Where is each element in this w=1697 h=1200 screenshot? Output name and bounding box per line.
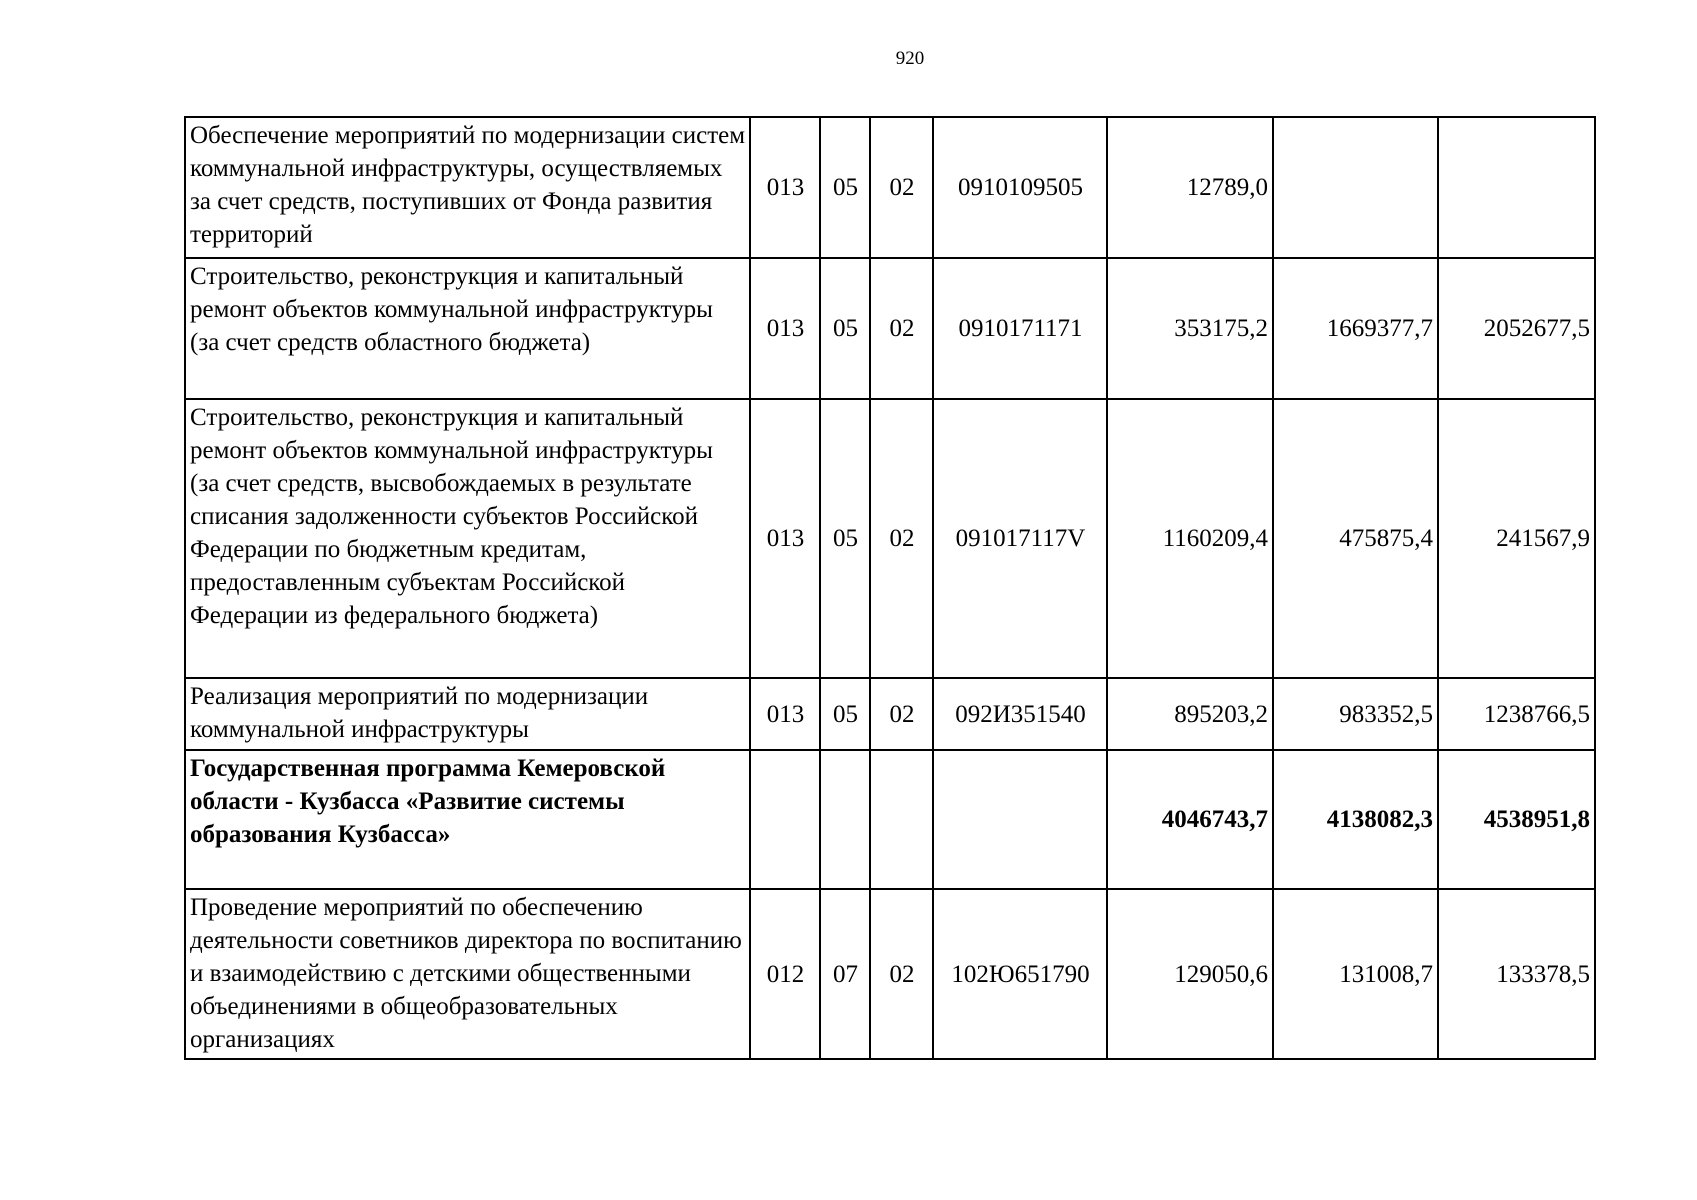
subsection-code-cell: 02 <box>870 399 933 678</box>
row-name-cell: Обеспечение мероприятий по модернизации систем коммунальной инфраструктуры, осуществляемых за счет средств, поступивших от Фонда развития территорий <box>185 117 750 258</box>
target-article-cell: 102Ю651790 <box>933 889 1107 1059</box>
amount-cell-3: 1238766,5 <box>1438 678 1595 750</box>
amount-cell-1: 353175,2 <box>1107 258 1273 399</box>
amount-cell-3: 2052677,5 <box>1438 258 1595 399</box>
row-name-cell: Строительство, реконструкция и капитальный ремонт объектов коммунальной инфраструктуры (за счет средств, высвобождаемых в результате списания задолженности субъектов Российской Федерации по бюджетным кредитам, предоставленным субъектам Российской Федерации из федерального бюджета) <box>185 399 750 678</box>
target-article-cell <box>933 750 1107 889</box>
target-article-cell: 092И351540 <box>933 678 1107 750</box>
row-name-cell: Проведение мероприятий по обеспечению деятельности советников директора по воспитанию и взаимодействию с детскими общественными объединениями в общеобразовательных организациях <box>185 889 750 1059</box>
amount-cell-1: 12789,0 <box>1107 117 1273 258</box>
amount-cell-3: 241567,9 <box>1438 399 1595 678</box>
table-row <box>185 117 1595 258</box>
ministry-code-cell: 013 <box>750 258 820 399</box>
section-code-cell: 07 <box>820 889 870 1059</box>
table-row <box>185 889 1595 1059</box>
row-name-cell: Строительство, реконструкция и капитальный ремонт объектов коммунальной инфраструктуры (за счет средств областного бюджета) <box>185 258 750 399</box>
section-code-cell <box>820 750 870 889</box>
subsection-code-cell: 02 <box>870 117 933 258</box>
table-row <box>185 258 1595 399</box>
target-article-cell: 0910109505 <box>933 117 1107 258</box>
budget-table <box>184 116 1596 1060</box>
amount-cell-1: 895203,2 <box>1107 678 1273 750</box>
amount-cell-2: 1669377,7 <box>1273 258 1438 399</box>
amount-cell-3 <box>1438 117 1595 258</box>
ministry-code-cell: 013 <box>750 678 820 750</box>
amount-cell-3: 4538951,8 <box>1438 750 1595 889</box>
target-article-cell: 091017117V <box>933 399 1107 678</box>
row-name-cell: Государственная программа Кемеровской области - Кузбасса «Развитие системы образования Кузбасса» <box>185 750 750 889</box>
amount-cell-2 <box>1273 117 1438 258</box>
amount-cell-2: 131008,7 <box>1273 889 1438 1059</box>
row-name-cell: Реализация мероприятий по модернизации коммунальной инфраструктуры <box>185 678 750 750</box>
subsection-code-cell: 02 <box>870 258 933 399</box>
section-code-cell: 05 <box>820 678 870 750</box>
amount-cell-2: 475875,4 <box>1273 399 1438 678</box>
amount-cell-3: 133378,5 <box>1438 889 1595 1059</box>
subsection-code-cell <box>870 750 933 889</box>
section-code-cell: 05 <box>820 117 870 258</box>
amount-cell-1: 129050,6 <box>1107 889 1273 1059</box>
amount-cell-1: 1160209,4 <box>1107 399 1273 678</box>
amount-cell-1: 4046743,7 <box>1107 750 1273 889</box>
table-row <box>185 750 1595 889</box>
ministry-code-cell: 012 <box>750 889 820 1059</box>
target-article-cell: 0910171171 <box>933 258 1107 399</box>
subsection-code-cell: 02 <box>870 889 933 1059</box>
table-row <box>185 399 1595 678</box>
ministry-code-cell: 013 <box>750 399 820 678</box>
amount-cell-2: 983352,5 <box>1273 678 1438 750</box>
table-row <box>185 678 1595 750</box>
page-number: 920 <box>895 48 925 69</box>
ministry-code-cell <box>750 750 820 889</box>
amount-cell-2: 4138082,3 <box>1273 750 1438 889</box>
section-code-cell: 05 <box>820 399 870 678</box>
section-code-cell: 05 <box>820 258 870 399</box>
ministry-code-cell: 013 <box>750 117 820 258</box>
subsection-code-cell: 02 <box>870 678 933 750</box>
